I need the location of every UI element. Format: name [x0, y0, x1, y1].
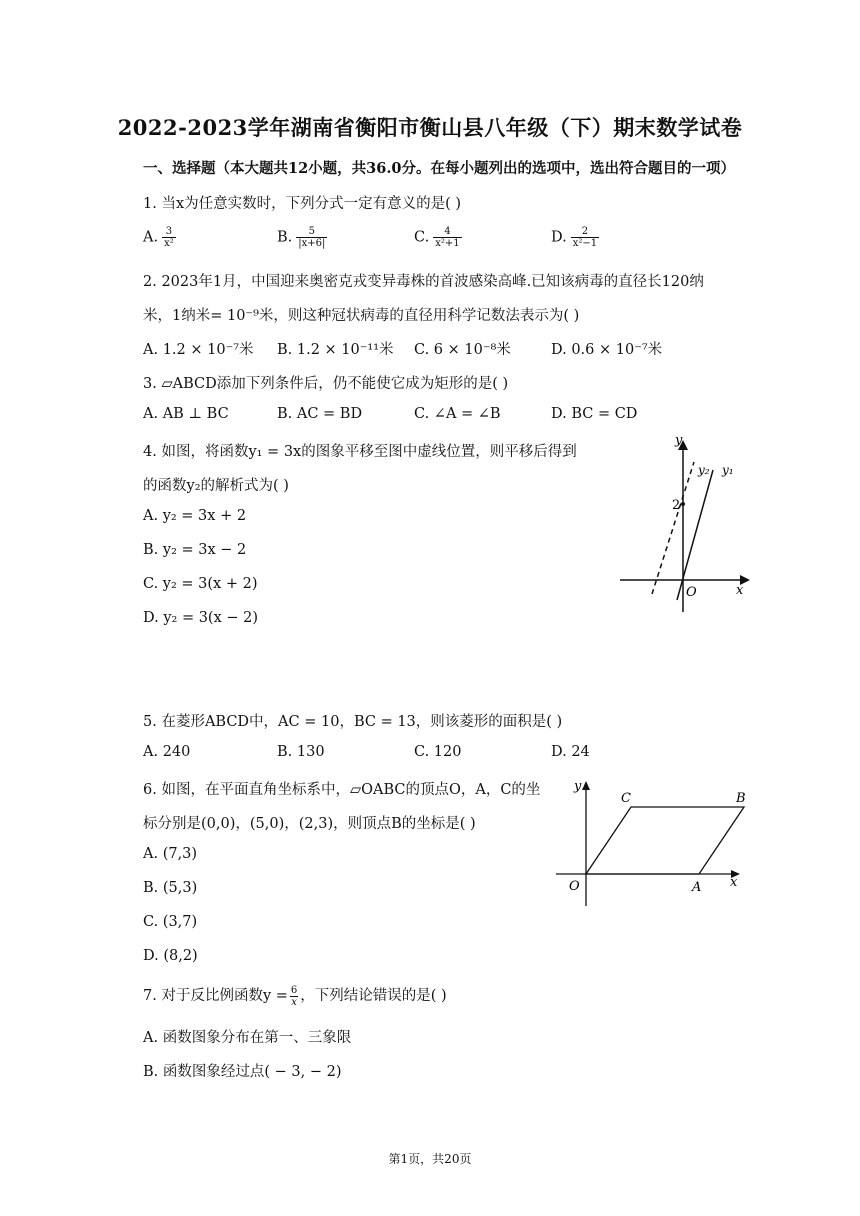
fraction: $\frac{3}{\text{x²}}$: [164, 226, 174, 249]
option-label: C.: [414, 229, 430, 246]
q1-option-d: [551, 226, 599, 249]
q5-option-c: C. 120: [414, 744, 462, 760]
line-y1-label: y₁: [722, 463, 734, 477]
question-2-stem-line2: 米，1纳米= 10⁻⁹米，则这种冠状病毒的直径用科学记数法表示为( ): [143, 308, 580, 324]
question-7-stem: [143, 984, 447, 1008]
question-5-stem: 5. 在菱形ABCD中，AC = 10，BC = 13，则该菱形的面积是( ): [143, 714, 563, 730]
q2-option-a: A. 1.2 × 10⁻⁷米: [143, 342, 254, 358]
page-title: 2022-2023学年湖南省衡阳市衡山县八年级（下）期末数学试卷: [117, 115, 743, 140]
q3-option-b: B. AC = BD: [277, 406, 363, 422]
q6-option-c: C. (3,7): [143, 914, 198, 930]
question-7-stem-pre: 7. 对于反比例函数y =: [143, 988, 288, 1004]
question-6-stem-line2: 标分别是(0,0)，(5,0)，(2,3)，则顶点B的坐标是( ): [143, 816, 476, 832]
page-footer: 第1页，共20页: [388, 1152, 472, 1166]
question-4-stem-line2: 的函数y₂的解析式为( ): [143, 478, 289, 494]
fraction: $\frac{4}{\text{x²+1}}$: [435, 226, 460, 249]
vertex-a-label: A: [692, 880, 702, 895]
question-1-stem: 1. 当x为任意实数时，下列分式一定有意义的是( ): [143, 196, 462, 212]
question-6-stem-line1: 6. 如图，在平面直角坐标系中，▱OABC的顶点O，A，C的坐: [143, 782, 541, 798]
q4-option-c: C. y₂ = 3(x + 2): [143, 576, 258, 592]
q6-option-b: B. (5,3): [143, 880, 198, 896]
y-axis-arrow: [582, 781, 590, 790]
question-2-stem-line1: 2. 2023年1月，中国迎来奥密克戎变异毒株的首波感染高峰.已知该病毒的直径长120纳: [143, 274, 704, 290]
q1-option-a: [143, 226, 176, 249]
option-label: D.: [551, 229, 567, 246]
y-tick-2: 2: [672, 498, 681, 513]
fraction: $\frac{5}{|x+6|}$: [298, 226, 326, 249]
section-heading: 一、选择题（本大题共12小题，共36.0分。在每小题列出的选项中，选出符合题目的一项）: [143, 160, 735, 177]
q7-option-a: A. 函数图象分布在第一、三象限: [143, 1030, 352, 1046]
q2-option-b: B. 1.2 × 10⁻¹¹米: [277, 342, 394, 358]
vertex-c-label: C: [621, 791, 631, 806]
origin-label: O: [686, 585, 697, 600]
y-axis-label: y: [675, 433, 683, 448]
y-axis-label: y: [574, 779, 582, 794]
q4-graph-figure: [612, 432, 762, 617]
q7-option-b: B. 函数图象经过点( − 3, − 2): [143, 1064, 342, 1080]
question-3-stem: 3. ▱ABCD添加下列条件后，仍不能使它成为矩形的是( ): [143, 376, 509, 392]
line-y2-label: y₂: [698, 463, 710, 477]
q5-option-b: B. 130: [277, 744, 325, 760]
x-axis-label: x: [736, 583, 744, 598]
vertex-o-label: O: [569, 879, 580, 894]
q6-option-d: D. (8,2): [143, 948, 198, 964]
option-label: A.: [143, 229, 159, 246]
q4-option-a: A. y₂ = 3x + 2: [143, 508, 247, 524]
parallelogram-oabc: [586, 807, 744, 874]
q3-option-d: D. BC = CD: [551, 406, 638, 422]
vertex-b-label: B: [736, 791, 746, 806]
q4-option-b: B. y₂ = 3x − 2: [143, 542, 247, 558]
q4-option-d: D. y₂ = 3(x − 2): [143, 610, 259, 626]
q2-option-c: C. 6 × 10⁻⁸米: [414, 342, 511, 358]
q6-option-a: A. (7,3): [143, 846, 198, 862]
question-7-stem-post: ，下列结论错误的是( ): [300, 988, 447, 1004]
line-y2-dashed: [652, 462, 694, 594]
question-4-stem-line1: 4. 如图，将函数y₁ = 3x的图象平移至图中虚线位置，则平移后得到: [143, 444, 577, 460]
q1-option-c: [414, 226, 462, 249]
q5-option-d: D. 24: [551, 744, 590, 760]
fraction: $\frac{6}{x}$: [290, 984, 298, 1008]
q1-option-b: [277, 226, 327, 249]
q6-parallelogram-figure: [556, 774, 756, 909]
q3-option-c: C. ∠A = ∠B: [414, 406, 501, 422]
x-axis-label: x: [730, 875, 738, 890]
intercept-point: [681, 502, 685, 506]
q3-option-a: A. AB ⊥ BC: [143, 406, 229, 422]
q5-option-a: A. 240: [143, 744, 191, 760]
option-label: B.: [277, 229, 293, 246]
q2-option-d: D. 0.6 × 10⁻⁷米: [551, 342, 663, 358]
fraction: $\frac{2}{\text{x²−1}}$: [572, 226, 598, 249]
